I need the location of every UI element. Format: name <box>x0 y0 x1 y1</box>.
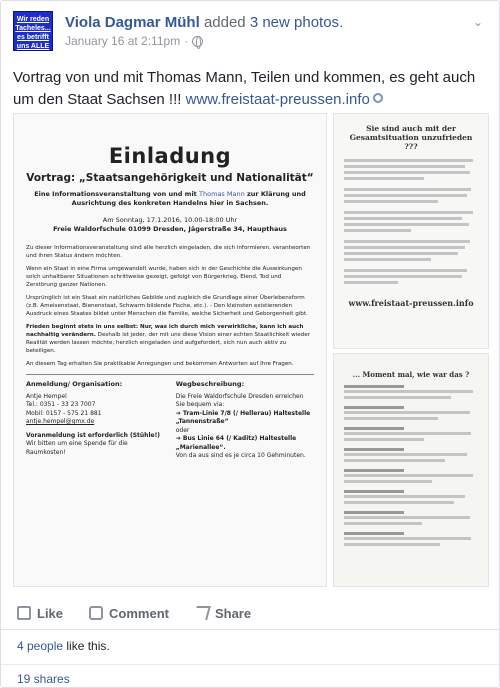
action-suffix: . <box>339 14 344 31</box>
likes-summary <box>17 639 110 653</box>
intro-b: zur Klärung und Ausrichtung des konkreten Handelns hier in Sachsen. <box>71 190 306 207</box>
post-body: Vortrag von und mit Thomas Mann, Teilen und kommen, es geht auch um den Staat Sachsen !!! <box>13 69 476 108</box>
text-line <box>344 188 471 191</box>
avatar-line: es betrifft <box>17 34 49 41</box>
leaflet-entry <box>344 532 478 546</box>
text-line <box>344 459 445 462</box>
text-line <box>344 501 454 504</box>
p4-rest: Deshalb ist jeder, der mit uns diese Vision einer echten Staatlichkeit wieder Realität werden lassen möchte, herzlich eingeladen und aufgefordert, sich nun auch aktiv zu beteiligen. <box>26 332 310 354</box>
directions-line: ➔ Bus Linie 64 (/ Kaditz) Haltestelle „Marienallee“. <box>175 435 297 451</box>
avatar-line: Wir reden <box>16 16 50 23</box>
leaflet-1-text <box>344 159 478 284</box>
place-line: Freie Waldorfschule 01099 Dresden, Jägerstraße 34, Haupthaus <box>53 225 287 233</box>
photo-leaflet-1[interactable] <box>333 113 489 349</box>
text-line <box>344 411 470 414</box>
flyer-body <box>26 244 314 368</box>
leaflet-1 <box>334 114 488 318</box>
avatar-line: Tacheles... <box>15 25 51 32</box>
post-actions <box>13 598 489 628</box>
comment-button[interactable] <box>89 606 169 621</box>
text-line <box>344 200 438 203</box>
text-line <box>344 537 471 540</box>
leaflet-entry <box>344 490 478 504</box>
text-line <box>344 495 465 498</box>
photo-leaflet-2[interactable] <box>333 353 489 587</box>
action-prefix: added <box>203 14 250 31</box>
directions-title: Wegbeschreibung: <box>175 380 245 388</box>
text-line <box>344 258 431 261</box>
directions-line: Von da aus sind es je circa 10 Gehminuten. <box>175 452 306 459</box>
registration-note-bold: Voranmeldung ist erforderlich (Stühle!) <box>26 431 161 439</box>
flyer-paragraph: Wenn ein Staat in eine Firma umgewandelt wurde, haben sich in der Geschichte die Auswirkungen solch unhaltbarer Situationen schrittweise gezeigt, gefolgt von Bürgerkrieg, Elend, Tod und Zerstörung ganzer Nationen. <box>26 266 302 288</box>
avatar[interactable] <box>13 11 53 51</box>
p4-bold: Frieden beginnt stets in uns selbst: Nur, was ich durch mich verwirkliche, kann ich auch nachhaltig verändern. <box>26 324 304 338</box>
author-line <box>65 13 485 32</box>
leaflet-1-url: www.freistaat-preussen.info <box>348 298 474 308</box>
text-line <box>344 269 467 272</box>
text-line <box>344 229 411 232</box>
entry-name <box>344 427 404 430</box>
entry-name <box>344 490 404 493</box>
thumbs-up-icon <box>17 606 31 620</box>
post-action <box>204 14 343 31</box>
leaflet-2-title: ... Moment mal, wie war das ? <box>352 370 470 379</box>
text-line <box>344 165 465 168</box>
directions-line: Die Freie Waldorfschule Dresden erreichen Sie bequem via: <box>175 392 304 408</box>
flyer-paragraph <box>26 323 314 355</box>
entry-name <box>344 511 404 514</box>
text-line <box>344 217 462 220</box>
registration-email: antje.hempel@gmx.de <box>26 418 95 425</box>
text-line <box>344 390 473 393</box>
post-link[interactable]: www.freistaat-preussen.info <box>185 91 370 108</box>
share-icon <box>193 606 211 620</box>
directions-line: oder <box>175 426 190 434</box>
avatar-line: uns ALLE <box>16 43 50 50</box>
registration-title: Anmeldung/ Organisation: <box>26 380 123 388</box>
timestamp[interactable]: January 16 at 2:11pm <box>65 34 181 48</box>
photo-grid <box>13 113 489 589</box>
text-line <box>344 275 462 278</box>
leaflet-entry <box>344 511 478 525</box>
flyer-columns <box>26 380 314 461</box>
entry-name <box>344 469 404 472</box>
leaflet-entry <box>344 427 478 441</box>
divider <box>1 629 499 630</box>
directions-column <box>176 380 314 461</box>
likes-link[interactable]: 4 people <box>17 639 64 653</box>
text-line <box>344 177 424 180</box>
like-button[interactable] <box>17 606 63 621</box>
text-line <box>344 522 422 525</box>
meta-separator: · <box>184 34 189 48</box>
leaflet-entry <box>344 448 478 462</box>
entry-name <box>344 385 404 388</box>
text-line <box>344 223 469 226</box>
text-line <box>344 211 473 214</box>
leaflet-entry <box>344 385 478 399</box>
flyer-title: Einladung <box>108 144 232 168</box>
comment-label: Comment <box>109 605 169 621</box>
leaflet-entry <box>344 469 478 483</box>
link-preview-icon <box>373 93 383 103</box>
text-line <box>344 438 424 441</box>
entry-name <box>344 532 404 535</box>
share-label: Share <box>214 605 252 621</box>
flyer-paragraph: Zu dieser Informationsveranstaltung sind alle herzlich eingeladen, die sich informieren, verantworten und ihren Status ändern möchten. <box>26 245 311 259</box>
like-label: Like <box>37 605 64 621</box>
likes-rest: like this. <box>63 639 110 653</box>
flyer-paragraph: Ursprünglich ist ein Staat ein natürliches Gebilde und zugleich die Grundlage einer Überlebensform (z.B. Ameisenstaat, Bienenstaat, Schwarm bildende Fische, etc.). - Den kleinsten existierenden Ausdruck eines Staates bildet unter Menschen die Familie, welche Sicherheit und Geborgenheit gibt. <box>26 295 308 317</box>
text-line <box>344 246 465 249</box>
text-line <box>344 159 473 162</box>
registration-mobile: Mobil: 0157 - 575 21 881 <box>26 409 102 417</box>
shares-link[interactable]: 19 shares <box>17 672 70 686</box>
photos-link[interactable]: 3 new photos <box>249 14 340 31</box>
registration-column <box>26 380 164 461</box>
registration-note: Wir bitten um eine Spende für die Raumkosten! <box>26 440 128 456</box>
leaflet-entry <box>344 406 478 420</box>
registration-tel: Tel.: 0351 - 33 23 7007 <box>26 401 96 408</box>
directions-line: ➔ Tram-Linie 7/8 (/ Hellerau) Haltestelle „Tannenstraße“ <box>175 409 311 425</box>
text-line <box>344 194 467 197</box>
flyer-divider <box>26 374 314 375</box>
registration-name: Antje Hempel <box>26 392 67 400</box>
invitation-flyer <box>14 144 326 461</box>
share-button[interactable] <box>195 606 251 621</box>
text-line <box>344 281 398 284</box>
text-line <box>344 474 473 477</box>
flyer-subtitle: Vortrag: „Staatsangehörigkeit und Nationalität“ <box>26 172 314 184</box>
flyer-date <box>26 216 314 234</box>
flyer-intro <box>26 190 314 208</box>
divider <box>1 664 499 665</box>
text-line <box>344 417 438 420</box>
post-meta <box>65 34 485 48</box>
text-line <box>344 396 451 399</box>
leaflet-1-title: Sie sind auch mit der Gesamtsituation unzufrieden ??? <box>349 124 473 151</box>
text-line <box>344 453 467 456</box>
leaflet-2 <box>334 354 488 569</box>
entry-name <box>344 448 404 451</box>
intro-a: Eine Informationsveranstaltung von und mit <box>34 190 200 198</box>
text-line <box>344 240 470 243</box>
entry-name <box>344 406 404 409</box>
author-name[interactable]: Viola Dagmar Mühl <box>65 14 200 31</box>
header-text <box>65 13 485 48</box>
text-line <box>344 480 432 483</box>
chevron-down-icon[interactable]: ⌄ <box>472 15 483 29</box>
text-line <box>344 516 470 519</box>
date-line: Am Sonntag, 17.1.2016, 10.00-18:00 Uhr <box>102 216 238 224</box>
text-line <box>344 252 458 255</box>
flyer-paragraph: An diesem Tag erhalten Sie praktikable Anregungen und bekommen Antworten auf Ihre Fragen. <box>26 361 294 367</box>
text-line <box>344 543 440 546</box>
post-header <box>13 11 483 55</box>
text-line <box>344 171 470 174</box>
comment-icon <box>89 606 103 620</box>
text-line <box>344 432 471 435</box>
post-text <box>13 67 489 111</box>
intro-name: Thomas Mann <box>199 190 245 198</box>
globe-icon[interactable] <box>192 36 203 47</box>
photo-invitation[interactable] <box>13 113 327 587</box>
